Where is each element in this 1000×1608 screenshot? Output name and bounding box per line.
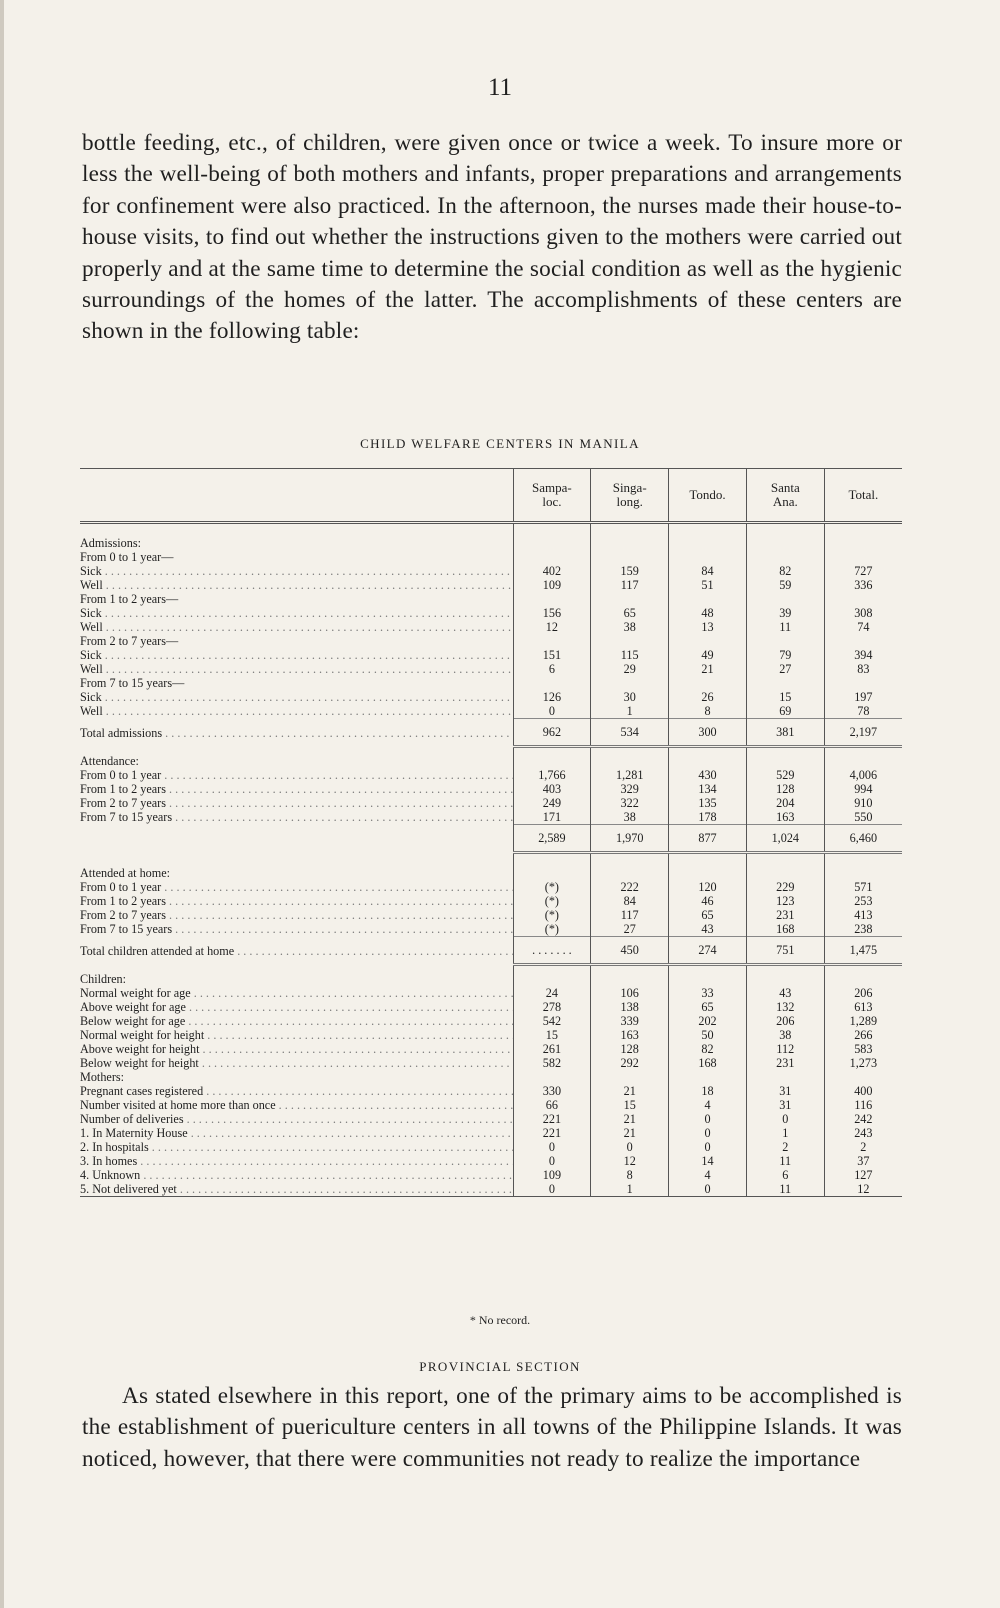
table-title: CHILD WELFARE CENTERS IN MANILA [360, 436, 640, 451]
table-row: Sick . . . 402 159 84 82 727 [80, 564, 902, 578]
table-row [80, 1140, 902, 1154]
value-cell: 21 [591, 1112, 669, 1126]
value-cell: 231 [746, 1056, 824, 1070]
row-label: Pregnant cases registered [80, 1084, 204, 1098]
table-row: Well . . . 6 29 21 27 83 [80, 662, 902, 676]
subsection-heading: From 0 to 1 year— [80, 550, 902, 564]
value-cell: 65 [669, 1000, 747, 1014]
value-cell: 11 [746, 1154, 824, 1168]
section-heading: Children: [80, 972, 902, 986]
value-cell: 278 [513, 1000, 591, 1014]
value-cell: 106 [591, 986, 669, 1000]
col-header-singalong: Singa- long. [591, 469, 669, 523]
subsection-heading: From 1 to 2 years— [80, 592, 902, 606]
value-cell: 0 [669, 1182, 747, 1197]
value-cell: 18 [669, 1084, 747, 1098]
table-row [80, 1154, 902, 1168]
value-cell: 0 [513, 1182, 591, 1197]
table-row: From 1 to 2 years . . . (*) 84 46 123 253 [80, 894, 902, 908]
row-label: 4. Unknown [80, 1168, 141, 1182]
value-cell: 14 [669, 1154, 747, 1168]
value-cell: 221 [513, 1112, 591, 1126]
col-header-sampaloc: Sampa- loc. [513, 469, 591, 523]
table-row: From 0 to 1 year . . . 1,766 1,281 430 529 4,006 [80, 768, 902, 782]
value-cell: 582 [513, 1056, 591, 1070]
value-cell: 221 [513, 1126, 591, 1140]
value-cell: 168 [669, 1056, 747, 1070]
value-cell: 1,273 [824, 1056, 902, 1070]
value-cell: 4 [669, 1168, 747, 1182]
table-row [80, 1056, 902, 1070]
row-label: 3. In homes [80, 1154, 138, 1168]
subsection-heading: From 7 to 15 years— [80, 676, 902, 690]
row-label: Normal weight for age [80, 986, 191, 1000]
value-cell: 2 [824, 1140, 902, 1154]
value-cell: 0 [591, 1140, 669, 1154]
table-row [80, 1042, 902, 1056]
value-cell: 1 [591, 1182, 669, 1197]
closing-paragraph: As stated elsewhere in this report, one of the primary aims to be accomplished is the establishment of puericulture centers in all towns of the Philippine Islands. It was noticed, however, that there were communities not ready to realize the importance [82, 1383, 902, 1472]
section-heading: Mothers: [80, 1070, 902, 1084]
page-number: 11 [487, 74, 513, 101]
value-cell: 8 [591, 1168, 669, 1182]
value-cell: 12 [591, 1154, 669, 1168]
value-cell: 127 [824, 1168, 902, 1182]
table-row [80, 1000, 902, 1014]
col-header-total: Total. [824, 469, 902, 523]
value-cell: 138 [591, 1000, 669, 1014]
section-heading: Admissions: [80, 536, 902, 550]
section-heading: Attendance: [80, 754, 902, 768]
value-cell: 242 [824, 1112, 902, 1126]
intro-paragraph: bottle feeding, etc., of children, were given once or twice a week. To insure more or less the well-being of both mothers and infants, proper preparations and arrangements for confinement were also practiced. In the afternoon, the nurses made their house-to-house visits, to find out whether the instructions given to the mothers were carried out properly and at the same time to determine the social condition as well as the hygienic surroundings of the homes of the latter. The accomplishments of these centers are shown in the following table: [82, 130, 902, 345]
table-row: From 7 to 15 years . . . 171 38 178 163 550 [80, 810, 902, 825]
value-cell: 15 [591, 1098, 669, 1112]
value-cell: 1,289 [824, 1014, 902, 1028]
child-welfare-table [80, 468, 902, 1197]
value-cell: 1 [746, 1126, 824, 1140]
table-row [80, 1084, 902, 1098]
value-cell: 0 [746, 1112, 824, 1126]
value-cell: 4 [669, 1098, 747, 1112]
table-row: From 2 to 7 years . . . 249 322 135 204 910 [80, 796, 902, 810]
value-cell: 206 [746, 1014, 824, 1028]
value-cell: 163 [591, 1028, 669, 1042]
table-row [80, 1014, 902, 1028]
value-cell: 37 [824, 1154, 902, 1168]
value-cell: 112 [746, 1042, 824, 1056]
value-cell: 243 [824, 1126, 902, 1140]
table-row: From 7 to 15 years . . . (*) 27 43 168 238 [80, 922, 902, 937]
row-label: Above weight for age [80, 1000, 186, 1014]
value-cell: 202 [669, 1014, 747, 1028]
table-row [80, 1028, 902, 1042]
value-cell: 206 [824, 986, 902, 1000]
section-heading: Attended at home: [80, 866, 902, 880]
subsection-heading: From 2 to 7 years— [80, 634, 902, 648]
row-label: 1. In Maternity House [80, 1126, 188, 1140]
value-cell: 109 [513, 1168, 591, 1182]
table-row: Sick . . . 151 115 49 79 394 [80, 648, 902, 662]
row-label: Number visited at home more than once [80, 1098, 276, 1112]
value-cell: 261 [513, 1042, 591, 1056]
mothers-rows [80, 1084, 902, 1197]
table-row: Well . . . 109 117 51 59 336 [80, 578, 902, 592]
value-cell: 31 [746, 1098, 824, 1112]
value-cell: 0 [669, 1140, 747, 1154]
table-row [80, 1168, 902, 1182]
header-label-cell [80, 469, 513, 523]
value-cell: 583 [824, 1042, 902, 1056]
value-cell: 266 [824, 1028, 902, 1042]
value-cell: 12 [824, 1182, 902, 1197]
row-label: 2. In hospitals [80, 1140, 149, 1154]
table-row: Sick . . . 156 65 48 39 308 [80, 606, 902, 620]
table-row: Well . . . 12 38 13 11 74 [80, 620, 902, 634]
value-cell: 11 [746, 1182, 824, 1197]
value-cell: 0 [513, 1140, 591, 1154]
row-label: Above weight for height [80, 1042, 200, 1056]
table-row [80, 1112, 902, 1126]
col-header-santa-ana: Santa Ana. [746, 469, 824, 523]
value-cell: 2 [746, 1140, 824, 1154]
value-cell: 82 [669, 1042, 747, 1056]
value-cell: 21 [591, 1126, 669, 1140]
value-cell: 38 [746, 1028, 824, 1042]
value-cell: 128 [591, 1042, 669, 1056]
row-label: Normal weight for height [80, 1028, 205, 1042]
value-cell: 15 [513, 1028, 591, 1042]
value-cell: 292 [591, 1056, 669, 1070]
value-cell: 613 [824, 1000, 902, 1014]
table-row: From 1 to 2 years . . . 403 329 134 128 994 [80, 782, 902, 796]
value-cell: 0 [669, 1112, 747, 1126]
table-row [80, 1182, 902, 1197]
total-row: 2,589 1,970 877 1,024 6,460 [80, 825, 902, 853]
value-cell: 0 [513, 1154, 591, 1168]
table-header-row [80, 469, 902, 523]
table-row: Well . . . 0 1 8 69 78 [80, 704, 902, 719]
value-cell: 31 [746, 1084, 824, 1098]
value-cell: 116 [824, 1098, 902, 1112]
value-cell: 542 [513, 1014, 591, 1028]
row-label: Below weight for height [80, 1056, 199, 1070]
table-row: Sick . . . 126 30 26 15 197 [80, 690, 902, 704]
total-row: Total children attended at home . . . . . . . . . . 450 274 751 1,475 [80, 937, 902, 965]
col-header-tondo: Tondo. [669, 469, 747, 523]
value-cell: 132 [746, 1000, 824, 1014]
value-cell: 43 [746, 986, 824, 1000]
value-cell: 66 [513, 1098, 591, 1112]
row-label: 5. Not delivered yet [80, 1182, 177, 1196]
value-cell: 33 [669, 986, 747, 1000]
value-cell: 0 [669, 1126, 747, 1140]
row-label: Below weight for age [80, 1014, 186, 1028]
value-cell: 6 [746, 1168, 824, 1182]
value-cell: 400 [824, 1084, 902, 1098]
table-row [80, 1098, 902, 1112]
table-row [80, 986, 902, 1000]
value-cell: 339 [591, 1014, 669, 1028]
value-cell: 50 [669, 1028, 747, 1042]
row-label: Number of deliveries [80, 1112, 184, 1126]
children-rows [80, 986, 902, 1070]
section-title: PROVINCIAL SECTION [419, 1359, 581, 1374]
footnote: * No record. [469, 1313, 531, 1327]
table-row: From 2 to 7 years . . . (*) 117 65 231 413 [80, 908, 902, 922]
value-cell: 330 [513, 1084, 591, 1098]
table-row: From 0 to 1 year . . . (*) 222 120 229 571 [80, 880, 902, 894]
value-cell: 21 [591, 1084, 669, 1098]
value-cell: 24 [513, 986, 591, 1000]
total-row: Total admissions . . . 962 534 300 381 2,197 [80, 719, 902, 747]
table-row [80, 1126, 902, 1140]
